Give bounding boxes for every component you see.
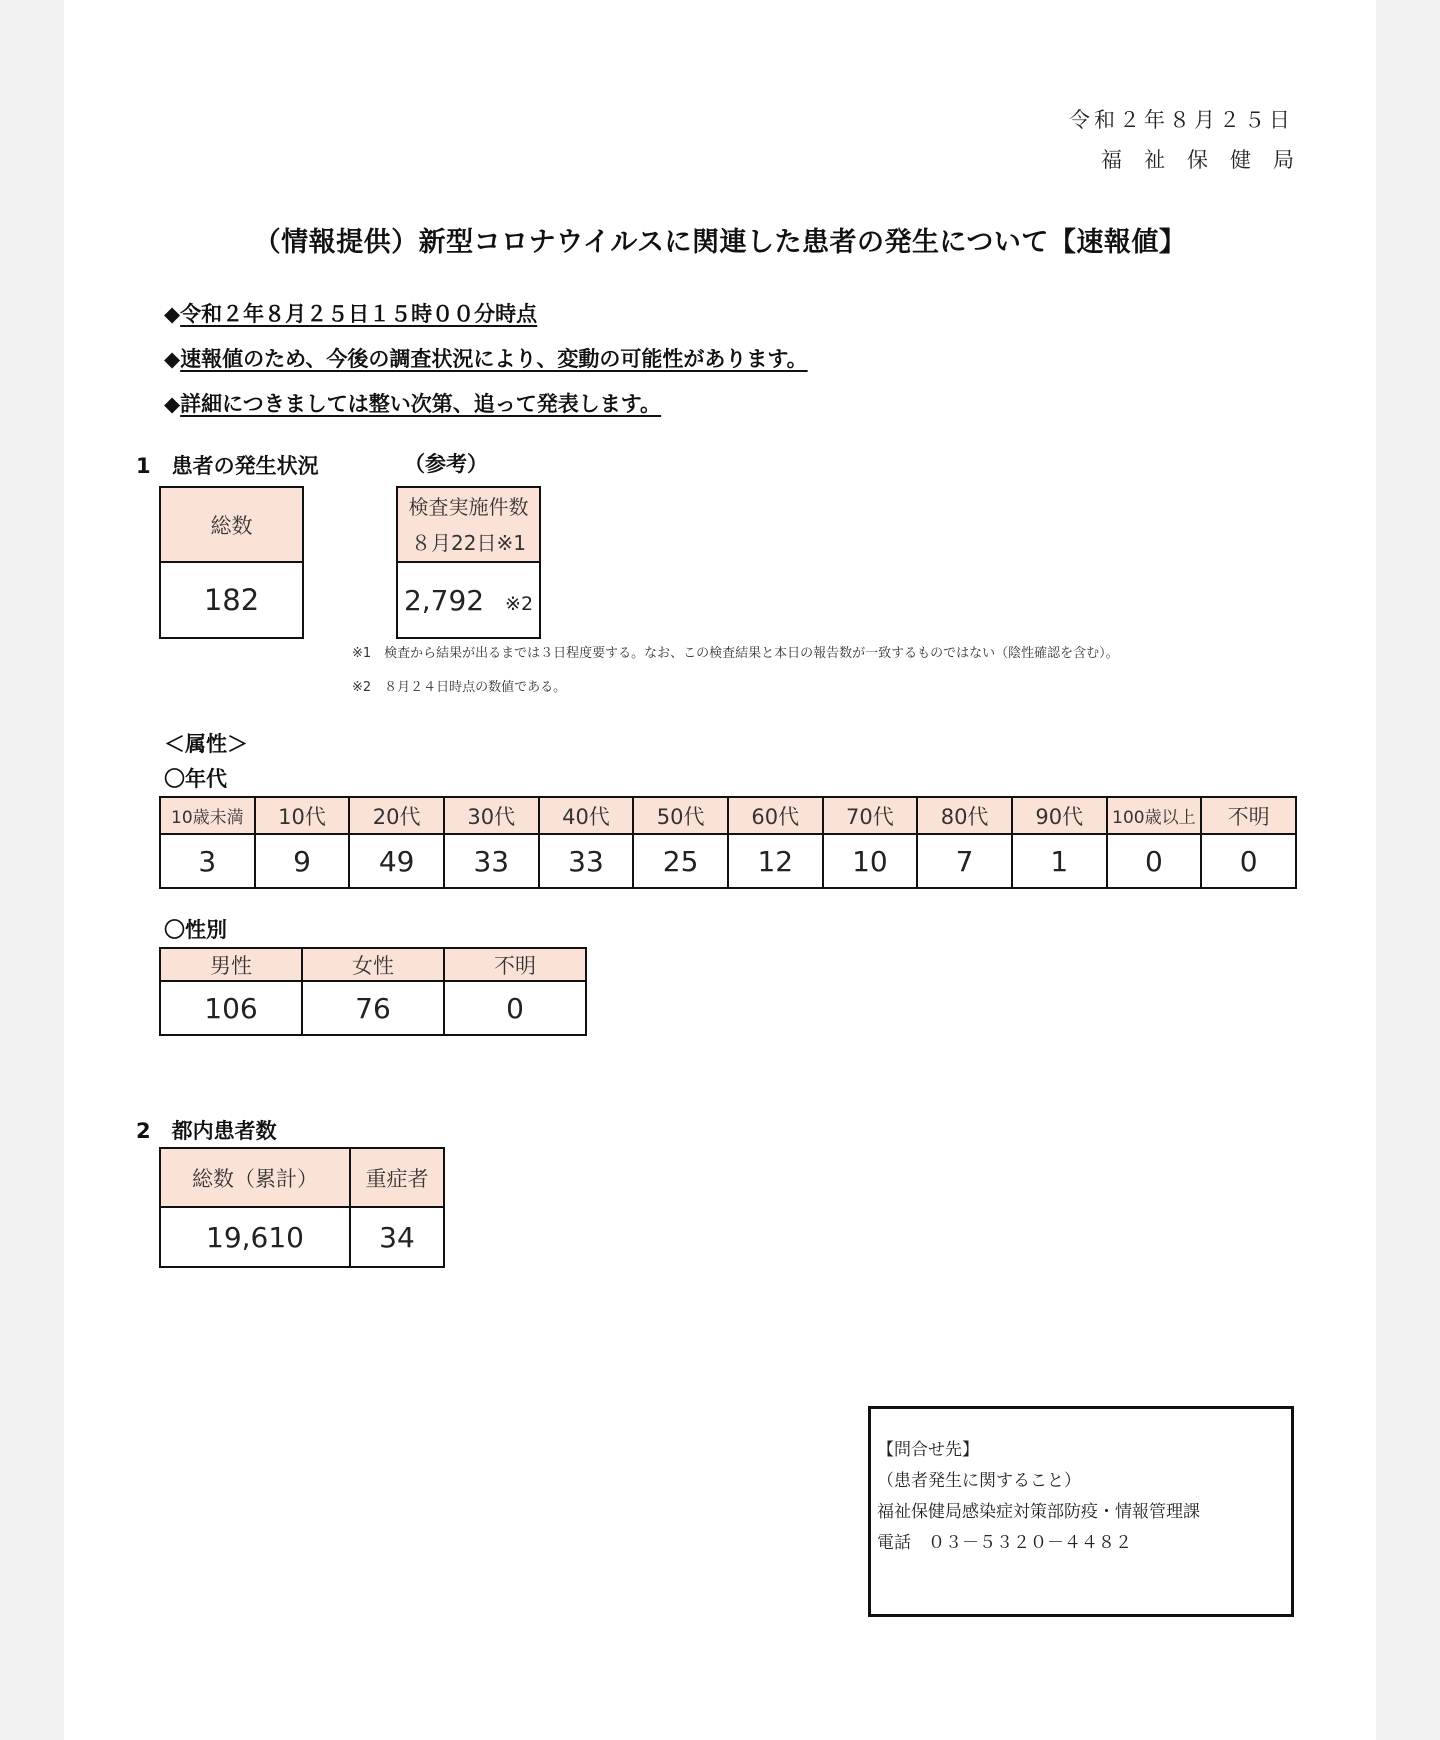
age-header-cell: 10代 xyxy=(255,797,350,834)
age-header-cell: 80代 xyxy=(917,797,1012,834)
gender-value-male: 106 xyxy=(160,981,302,1035)
department-name: 福祉保健局 xyxy=(1101,148,1316,172)
attributes-heading: ＜属性＞ xyxy=(164,732,248,756)
document-page xyxy=(64,0,1376,1740)
age-header-cell: 90代 xyxy=(1012,797,1107,834)
contact-phone: 電話 ０３－５３２０－４４８２ xyxy=(877,1533,1132,1553)
tests-table xyxy=(396,486,541,639)
age-header-cell: 60代 xyxy=(728,797,823,834)
gender-header-unknown: 不明 xyxy=(444,948,586,981)
gender-label: 〇性別 xyxy=(164,918,227,942)
age-value-cell: 49 xyxy=(349,834,444,888)
contact-title: 【問合せ先】 xyxy=(877,1440,979,1460)
contact-office: 福祉保健局感染症対策部防疫・情報管理課 xyxy=(877,1502,1200,1522)
total-table xyxy=(159,486,304,639)
age-value-cell: 25 xyxy=(633,834,728,888)
bullet-3 xyxy=(164,388,661,418)
age-header-cell: 40代 xyxy=(539,797,634,834)
age-value-cell: 1 xyxy=(1012,834,1107,888)
bullet-2 xyxy=(164,343,808,373)
tests-note-mark: ※2 xyxy=(505,592,534,615)
age-header-cell: 50代 xyxy=(633,797,728,834)
age-table xyxy=(159,796,1297,889)
note-1: ※1 検査から結果が出るまでは３日程度要する。なお、この検査結果と本日の報告数が一致するものではない（陰性確認を含む）。 xyxy=(352,646,1119,661)
cumulative-total-value: 19,610 xyxy=(160,1207,350,1267)
age-header-cell: 不明 xyxy=(1201,797,1296,834)
bullet-text: 速報値のため、今後の調査状況により、変動の可能性があります。 xyxy=(180,347,808,371)
age-value-cell: 7 xyxy=(917,834,1012,888)
note-2: ※2 ８月２４日時点の数値である。 xyxy=(352,680,567,695)
age-value-cell: 33 xyxy=(444,834,539,888)
gender-value-female: 76 xyxy=(302,981,444,1035)
tests-value: 2,792 xyxy=(403,583,485,617)
tests-value-cell xyxy=(397,562,540,638)
reference-label: （参考） xyxy=(404,452,488,476)
bullet-mark: ◆ xyxy=(164,392,181,416)
age-header-cell: 20代 xyxy=(349,797,444,834)
age-value-cell: 12 xyxy=(728,834,823,888)
age-value-cell: 10 xyxy=(823,834,918,888)
contact-box xyxy=(868,1406,1294,1617)
bullet-mark: ◆ xyxy=(164,302,181,326)
section1-heading: 1 患者の発生状況 xyxy=(136,454,319,478)
age-value-cell: 9 xyxy=(255,834,350,888)
bullet-mark: ◆ xyxy=(164,347,181,371)
age-value-cell: 3 xyxy=(160,834,255,888)
age-header-row xyxy=(160,797,1296,834)
age-value-cell: 33 xyxy=(539,834,634,888)
age-value-cell: 0 xyxy=(1201,834,1296,888)
cumulative-total-header: 総数（累計） xyxy=(160,1148,350,1207)
tests-header xyxy=(397,487,540,562)
gender-value-unknown: 0 xyxy=(444,981,586,1035)
age-value-row xyxy=(160,834,1296,888)
age-label: 〇年代 xyxy=(164,767,227,791)
severe-header: 重症者 xyxy=(350,1148,444,1207)
age-header-cell: 100歳以上 xyxy=(1107,797,1202,834)
date-block xyxy=(1069,100,1316,180)
bullet-text: 令和２年８月２５日１５時００分時点 xyxy=(180,302,538,326)
age-header-cell: 30代 xyxy=(444,797,539,834)
tokyo-patients-table xyxy=(159,1147,445,1268)
age-header-cell: 10歳未満 xyxy=(160,797,255,834)
age-value-cell: 0 xyxy=(1107,834,1202,888)
total-value: 182 xyxy=(160,562,303,638)
issue-date: 令和２年８月２５日 xyxy=(1069,108,1294,132)
bullet-text: 詳細につきましては整い次第、追って発表します。 xyxy=(180,392,662,416)
document-title: （情報提供）新型コロナウイルスに関連した患者の発生について【速報値】 xyxy=(253,227,1187,258)
tests-header-line1: 検査実施件数 xyxy=(408,494,529,519)
gender-header-female: 女性 xyxy=(302,948,444,981)
severe-value: 34 xyxy=(350,1207,444,1267)
tests-header-line2: ８月22日※1 xyxy=(411,530,526,555)
contact-subject: （患者発生に関すること） xyxy=(877,1471,1081,1491)
gender-header-male: 男性 xyxy=(160,948,302,981)
section2-heading: 2 都内患者数 xyxy=(136,1119,277,1143)
bullet-1 xyxy=(164,298,537,328)
total-header: 総数 xyxy=(160,487,303,562)
gender-table xyxy=(159,947,587,1036)
age-header-cell: 70代 xyxy=(823,797,918,834)
